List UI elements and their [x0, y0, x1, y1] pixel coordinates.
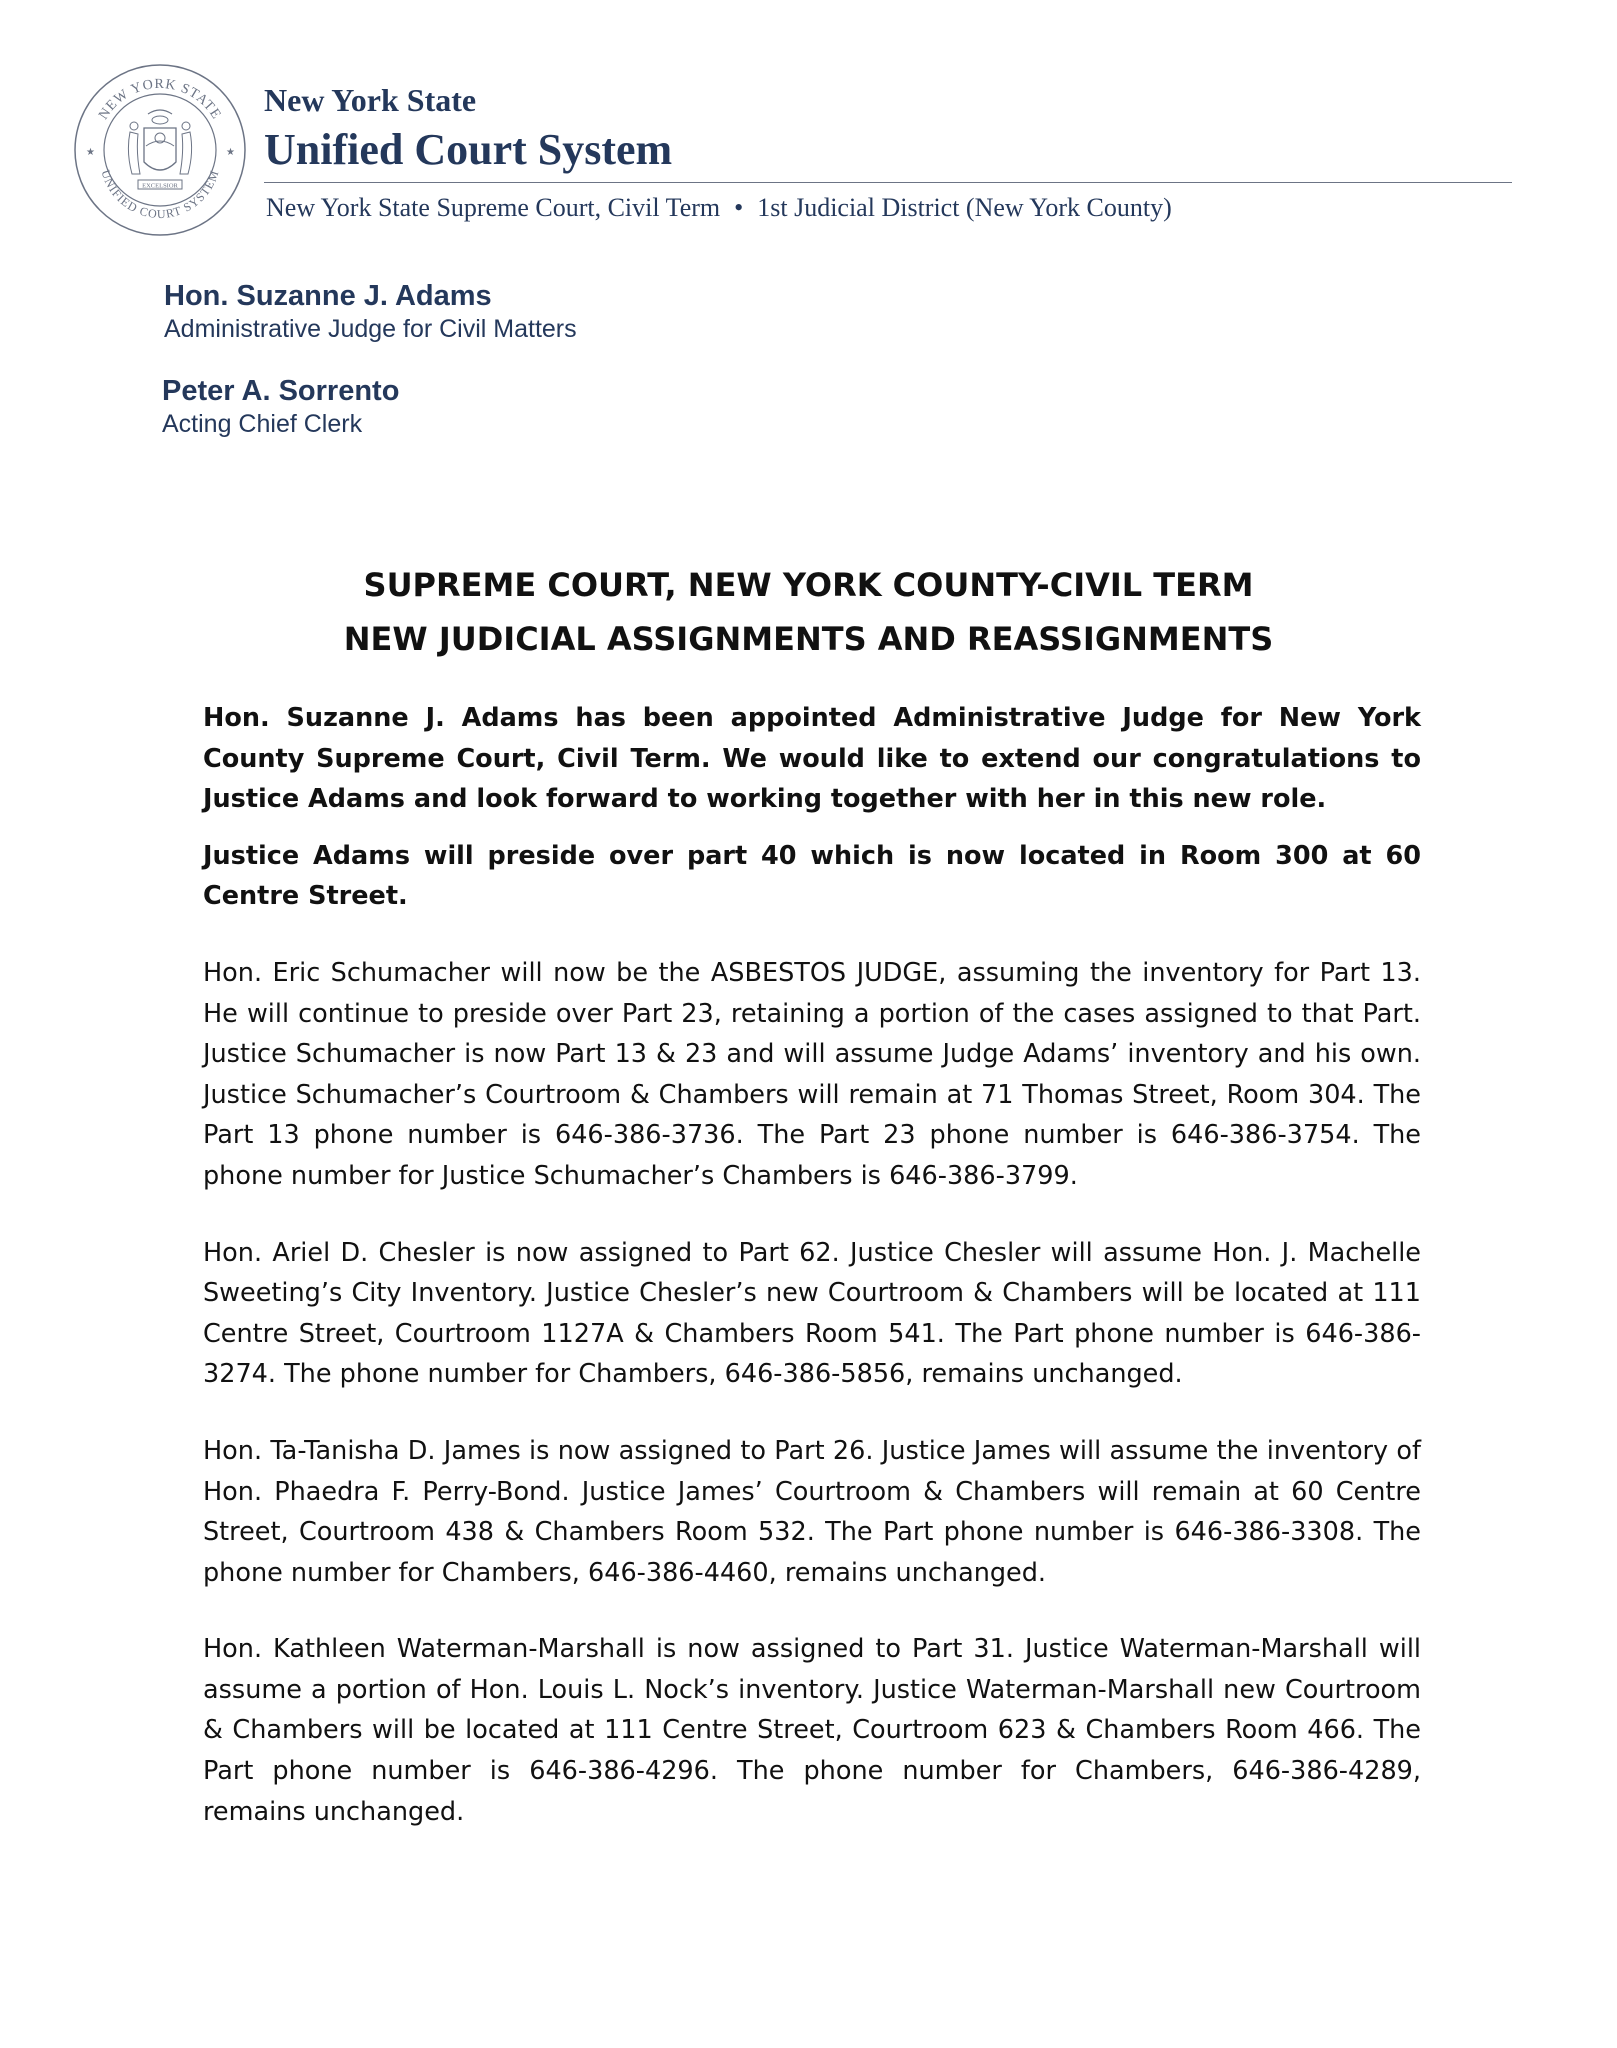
separator-bullet: •	[734, 193, 744, 222]
paragraph-adams-appointment: Hon. Suzanne J. Adams has been appointed Administrative Judge for New York County Supreme Court, Civil Term. We would like to extend our congratulations to Justice Adams and look forward to working together with her in this new role.	[203, 703, 1421, 815]
paragraph-chesler: Hon. Ariel D. Chesler is now assigned to Part 62. Justice Chesler will assume Hon. J. Machelle Sweeting’s City Inventory. Justice Chesler’s new Courtroom & Chambers will be located at 111 Centre Street, Courtroom 1127A & Chambers Room 541. The Part phone number is 646-386-3274. The phone number for Chambers, 646-386-5856, remains unchanged.	[203, 1237, 1421, 1390]
official-title: Administrative Judge for Civil Matters	[164, 315, 577, 343]
document-body	[203, 698, 1421, 1832]
seal-motto: EXCELSIOR	[142, 182, 178, 190]
heading-line-1: SUPREME COURT, NEW YORK COUNTY-CIVIL TERM	[363, 566, 1254, 604]
svg-text:UNIFIED COURT SYSTEM	[98, 168, 221, 221]
svg-text:★: ★	[226, 147, 235, 158]
document-heading	[0, 558, 1617, 666]
court-name: New York State Supreme Court, Civil Term	[266, 193, 721, 222]
official-admin-judge	[164, 280, 577, 344]
court-subline	[266, 193, 1172, 223]
header-divider	[264, 182, 1512, 183]
heading-line-2: NEW JUDICIAL ASSIGNMENTS AND REASSIGNMENTS	[343, 620, 1274, 658]
paragraph-james: Hon. Ta-Tanisha D. James is now assigned to Part 26. Justice James will assume the inventory of Hon. Phaedra F. Perry-Bond. Justice James’ Courtroom & Chambers will remain at 60 Centre Street, Courtroom 438 & Chambers Room 532. The Part phone number is 646-386-3308. The phone number for Chambers, 646-386-4460, remains unchanged.	[203, 1435, 1421, 1588]
official-name: Hon. Suzanne J. Adams	[164, 280, 492, 312]
district-name: 1st Judicial District (New York County)	[757, 193, 1172, 222]
paragraph-schumacher: Hon. Eric Schumacher will now be the ASBESTOS JUDGE, assuming the inventory for Part 13. He will continue to preside over Part 23, retaining a portion of the cases assigned to that Part. Justice Schumacher is now Part 13 & 23 and will assume Judge Adams’ inventory and his own. Justice Schumacher’s Courtroom & Chambers will remain at 71 Thomas Street, Room 304. The Part 13 phone number is 646-386-3736. The Part 23 phone number is 646-386-3754. The phone number for Justice Schumacher’s Chambers is 646-386-3799.	[203, 957, 1421, 1191]
svg-text:★: ★	[86, 147, 95, 158]
new-york-state-seal-icon	[72, 62, 248, 238]
seal-text-bottom: UNIFIED COURT SYSTEM	[98, 167, 222, 222]
official-title: Acting Chief Clerk	[162, 410, 363, 438]
paragraph-waterman-marshall: Hon. Kathleen Waterman-Marshall is now assigned to Part 31. Justice Waterman-Marshall will assume a portion of Hon. Louis L. Nock’s inventory. Justice Waterman-Marshall new Courtroom & Chambers will be located at 111 Centre Street, Courtroom 623 & Chambers Room 466. The Part phone number is 646-386-4296. The phone number for Chambers, 646-386-4289, remains unchanged.	[203, 1634, 1421, 1827]
paragraph-adams-part: Justice Adams will preside over part 40 which is now located in Room 300 at 60 Centre Street.	[203, 840, 1421, 912]
official-name: Peter A. Sorrento	[162, 375, 400, 407]
official-chief-clerk	[162, 375, 399, 439]
org-name-line1: New York State	[264, 82, 477, 118]
org-name-line2: Unified Court System	[264, 125, 673, 174]
seal-text-top: NEW YORK STATE	[96, 76, 224, 123]
